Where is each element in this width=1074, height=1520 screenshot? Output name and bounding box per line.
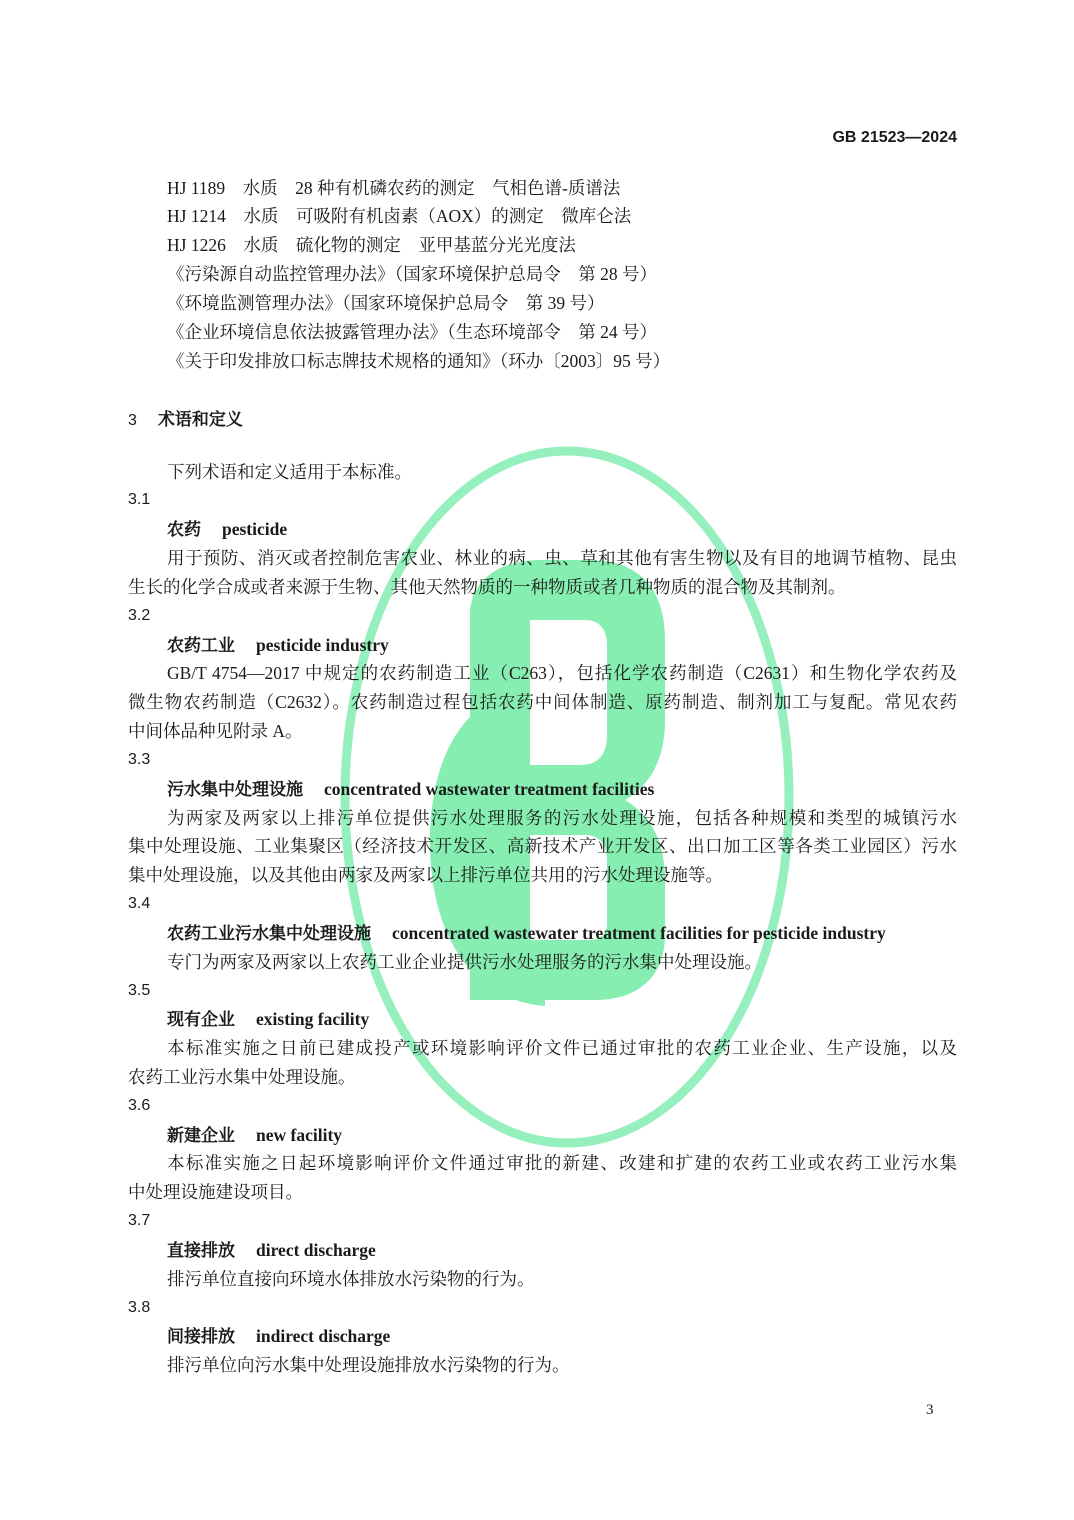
term-heading [128, 1121, 957, 1150]
term-heading [128, 919, 957, 948]
term-zh: 现有企业 [167, 1010, 235, 1031]
term-en: new facility [256, 1124, 343, 1145]
definition-line: 为两家及两家以上排污单位提供污水处理服务的污水处理设施，包括各种规模和类型的城镇污水 [167, 807, 957, 828]
definition-line: 中处理设施建设项目。 [128, 1182, 303, 1203]
term-zh: 农药工业 [167, 635, 235, 656]
term-en: indirect discharge [256, 1326, 391, 1347]
definition-line: 专门为两家及两家以上农药工业企业提供污水处理服务的污水集中处理设施。 [167, 951, 762, 972]
definition-line: 本标准实施之日起环境影响评价文件通过审批的新建、改建和扩建的农药工业或农药工业污水集 [167, 1153, 957, 1174]
term-zh: 新建企业 [167, 1125, 235, 1146]
term-en: pesticide [222, 519, 288, 540]
reference-item: 《企业环境信息依法披露管理办法》（生态环境部令 第 24 号） [167, 321, 657, 342]
term-en: direct discharge [256, 1239, 376, 1260]
term-number: 3.4 [128, 895, 151, 913]
definition-line: 排污单位向污水集中处理设施排放水污染物的行为。 [167, 1355, 570, 1376]
terms-and-definitions-body [128, 458, 957, 1381]
term-heading [128, 775, 957, 804]
term-zh: 间接排放 [167, 1327, 235, 1348]
definition-line: 集中处理设施、工业集聚区（经济技术开发区、高新技术产业开发区、出口加工区等各类工业园区）污水 [128, 836, 957, 857]
definition-line: 农药工业污水集中处理设施。 [128, 1066, 356, 1087]
section-intro: 下列术语和定义适用于本标准。 [167, 461, 412, 482]
term-number: 3.3 [128, 750, 151, 768]
section-number: 3 [128, 411, 137, 429]
definition-line: GB/T 4754—2017 中规定的农药制造工业（C263），包括化学农药制造（C2631）和生物化学农药及 [167, 663, 957, 684]
definition-line: 用于预防、消灭或者控制危害农业、林业的病、虫、草和其他有害生物以及有目的地调节植物、昆虫 [167, 548, 957, 569]
term-number: 3.7 [128, 1212, 151, 1230]
term-en: existing facility [256, 1009, 370, 1030]
term-zh: 农药工业污水集中处理设施 [167, 923, 371, 944]
normative-references-list [128, 174, 957, 376]
definition-line: 排污单位直接向环境水体排放水污染物的行为。 [167, 1268, 535, 1289]
reference-item: 《污染源自动监控管理办法》（国家环境保护总局令 第 28 号） [167, 264, 657, 285]
reference-item: HJ 1214 水质 可吸附有机卤素（AOX）的测定 微库仑法 [167, 206, 632, 227]
term-heading [128, 515, 957, 544]
term-number: 3.5 [128, 981, 151, 999]
term-zh: 污水集中处理设施 [167, 779, 303, 800]
term-number: 3.2 [128, 606, 151, 624]
term-en: concentrated wastewater treatment facilities for pesticide industry [392, 922, 886, 943]
reference-item: HJ 1226 水质 硫化物的测定 亚甲基蓝分光光度法 [167, 235, 576, 256]
term-en: pesticide industry [256, 634, 389, 655]
standard-code-header: GB 21523—2024 [832, 129, 957, 146]
term-number: 3.1 [128, 491, 151, 509]
term-number: 3.8 [128, 1298, 151, 1316]
section-title: 术语和定义 [157, 409, 243, 430]
term-heading [128, 1322, 957, 1351]
section-heading [128, 405, 957, 434]
reference-item: 《环境监测管理办法》（国家环境保护总局令 第 39 号） [167, 292, 605, 313]
definition-line: 生长的化学合成或者来源于生物、其他天然物质的一种物质或者几种物质的混合物及其制剂。 [128, 576, 846, 597]
term-heading [128, 631, 957, 660]
reference-item: HJ 1189 水质 28 种有机磷农药的测定 气相色谱-质谱法 [167, 177, 621, 198]
term-number: 3.6 [128, 1096, 151, 1114]
term-heading [128, 1005, 957, 1034]
definition-line: 微生物农药制造（C2632）。农药制造过程包括农药中间体制造、原药制造、制剂加工与复配。常见农药 [128, 692, 957, 713]
reference-item: 《关于印发排放口标志牌技术规格的通知》（环办〔2003〕95 号） [167, 350, 671, 371]
definition-line: 本标准实施之日前已建成投产或环境影响评价文件已通过审批的农药工业企业、生产设施，以及 [167, 1038, 957, 1059]
definition-line: 集中处理设施，以及其他由两家及两家以上排污单位共用的污水处理设施等。 [128, 865, 723, 886]
term-en: concentrated wastewater treatment facilities [324, 778, 655, 799]
page-number: 3 [926, 1402, 934, 1418]
term-heading [128, 1236, 957, 1265]
term-zh: 直接排放 [167, 1240, 235, 1261]
term-zh: 农药 [167, 520, 201, 541]
definition-line: 中间体品种见附录 A。 [128, 721, 303, 742]
